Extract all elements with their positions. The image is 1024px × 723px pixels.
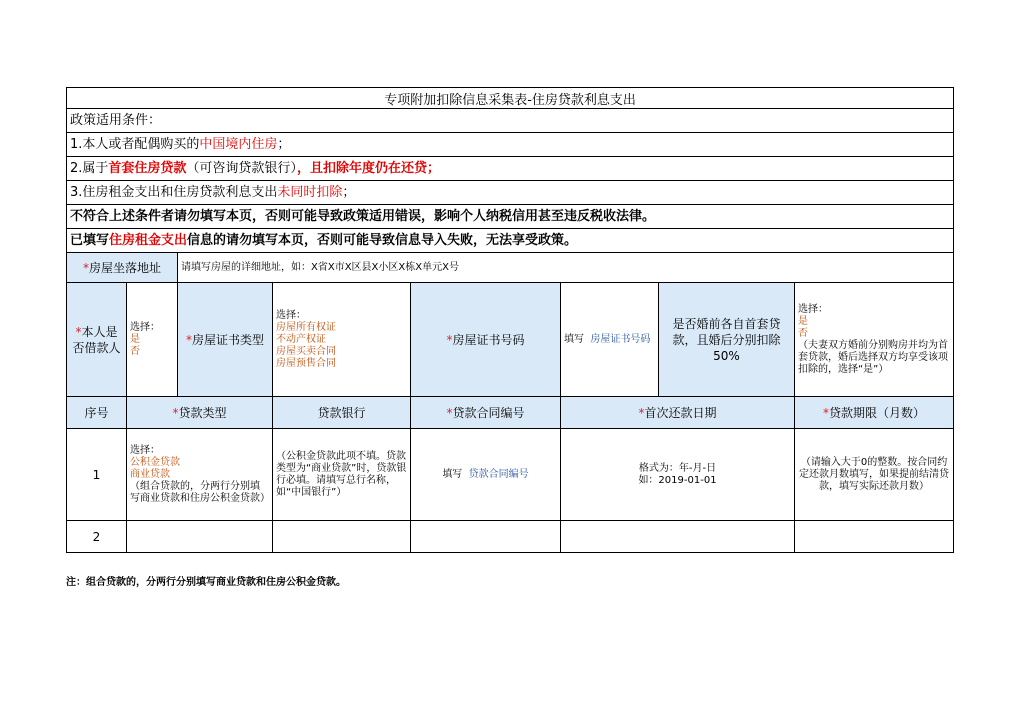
- table-row: [67, 429, 954, 521]
- footnote: 注：组合贷款的，分两行分别填写商业贷款和住房公积金贷款。: [66, 577, 346, 588]
- header-bank: 贷款银行: [273, 397, 411, 429]
- term-input[interactable]: [795, 521, 954, 553]
- address-input[interactable]: 请填写房屋的详细地址，如：X省X市X区县X小区X栋X单元X号: [178, 253, 954, 283]
- table-row: [67, 521, 954, 553]
- row-seq: 1: [67, 429, 127, 521]
- cert-type-select[interactable]: 选择： 房屋所有权证 不动产权证 房屋买卖合同 房屋预售合同: [273, 283, 411, 397]
- warning-1: 不符合上述条件者请勿填写本页，否则可能导致政策适用错误，影响个人纳税信用甚至违反税收法律。: [67, 205, 954, 229]
- form-title: 专项附加扣除信息采集表-住房贷款利息支出: [67, 88, 954, 109]
- conditions-heading: 政策适用条件：: [67, 109, 954, 133]
- condition-3: 3.住房租金支出和住房贷款利息支出未同时扣除；: [67, 181, 954, 205]
- warning-2: 已填写住房租金支出信息的请勿填写本页，否则可能导致信息导入失败，无法享受政策。: [67, 229, 954, 253]
- first-home-label: 是否婚前各自首套贷款，且婚后分别扣除50%: [659, 283, 795, 397]
- condition-1: 1.本人或者配偶购买的中国境内住房；: [67, 133, 954, 157]
- form-sheet: [66, 87, 953, 553]
- header-seq: 序号: [67, 397, 127, 429]
- cert-type-label: *房屋证书类型: [178, 283, 273, 397]
- term-input[interactable]: （请输入大于0的整数。按合同约定还款月数填写，如果提前结清贷款，填写实际还款月数）: [795, 429, 954, 521]
- header-contract: *贷款合同编号: [411, 397, 561, 429]
- address-label: *房屋坐落地址: [67, 253, 178, 283]
- header-loan-type: *贷款类型: [127, 397, 273, 429]
- bank-input[interactable]: （公积金贷款此项不填。贷款类型为“商业贷款”时，贷款银行必填。请填写总行名称，如“中国银行”）: [273, 429, 411, 521]
- first-date-input[interactable]: 格式为：年-月-日 如：2019-01-01: [561, 429, 795, 521]
- header-term: *贷款期限（月数）: [795, 397, 954, 429]
- cert-no-label: *房屋证书号码: [411, 283, 561, 397]
- header-first-date: *首次还款日期: [561, 397, 795, 429]
- first-home-select[interactable]: 选择： 是 否 （夫妻双方婚前分别购房并均为首套贷款，婚后选择双方均享受该项扣除的，选择“是”）: [795, 283, 954, 397]
- bank-input[interactable]: [273, 521, 411, 553]
- loan-type-select[interactable]: [127, 521, 273, 553]
- borrower-select[interactable]: 选择： 是 否: [127, 283, 178, 397]
- borrower-label: *本人是否借款人: [67, 283, 127, 397]
- form-table: [66, 87, 954, 553]
- row-seq: 2: [67, 521, 127, 553]
- loan-type-select[interactable]: 选择： 公积金贷款 商业贷款 （组合贷款的，分两行分别填写商业贷款和住房公积金贷款）: [127, 429, 273, 521]
- cert-no-input[interactable]: 填写 房屋证书号码: [561, 283, 659, 397]
- contract-input[interactable]: [411, 521, 561, 553]
- first-date-input[interactable]: [561, 521, 795, 553]
- contract-input[interactable]: 填写 贷款合同编号: [411, 429, 561, 521]
- condition-2: 2.属于首套住房贷款（可咨询贷款银行），且扣除年度仍在还贷；: [67, 157, 954, 181]
